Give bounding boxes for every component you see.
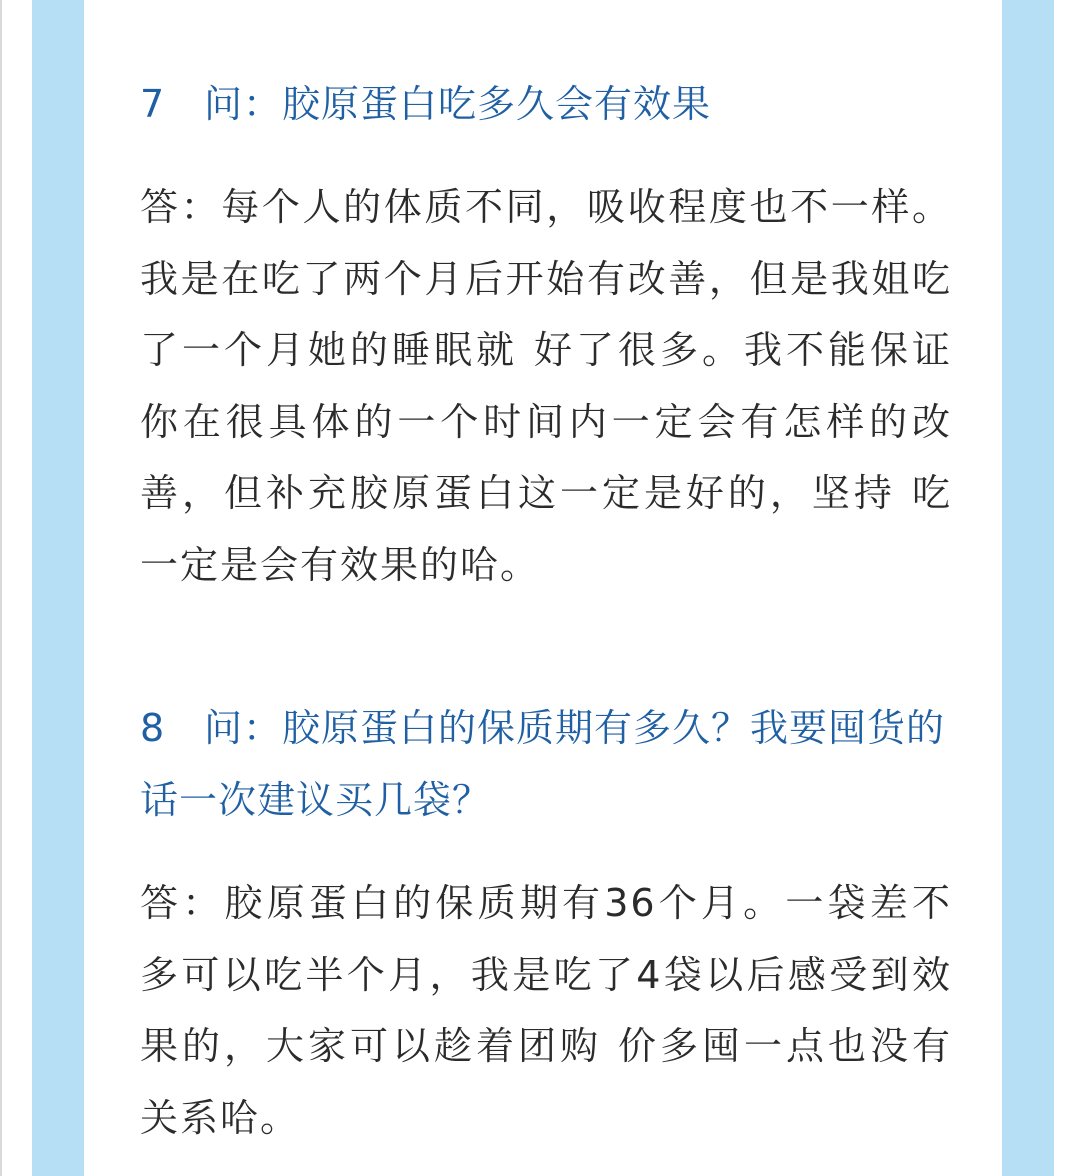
question-text: 问：胶原蛋白吃多久会有效果 — [204, 82, 712, 126]
question-number: 7 — [140, 82, 166, 126]
left-decorative-band — [32, 0, 84, 1176]
question-text: 问：胶原蛋白的保质期有多久？我要囤货的话一次建议买几袋？ — [140, 706, 946, 822]
faq-answer-8: 答：胶原蛋白的保质期有36个月。一袋差不多可以吃半个月，我是吃了4袋以后感受到效果的，大家可以趁着团购 价多囤一点也没有关系哈。 — [140, 881, 952, 1140]
question-number: 8 — [140, 706, 166, 750]
faq-question-7 — [140, 68, 952, 140]
right-decorative-band — [1002, 0, 1054, 1176]
faq-answer-7: 答：每个人的体质不同，吸收程度也不一样。我是在吃了两个月后开始有改善，但是我姐吃了一个月她的睡眠就 好了很多。我不能保证你在很具体的一个时间内一定会有怎样的改善，但补充胶原蛋白这一定是好的，坚持 吃一定是会有效果的哈。 — [140, 185, 952, 587]
faq-question-8 — [140, 692, 952, 836]
